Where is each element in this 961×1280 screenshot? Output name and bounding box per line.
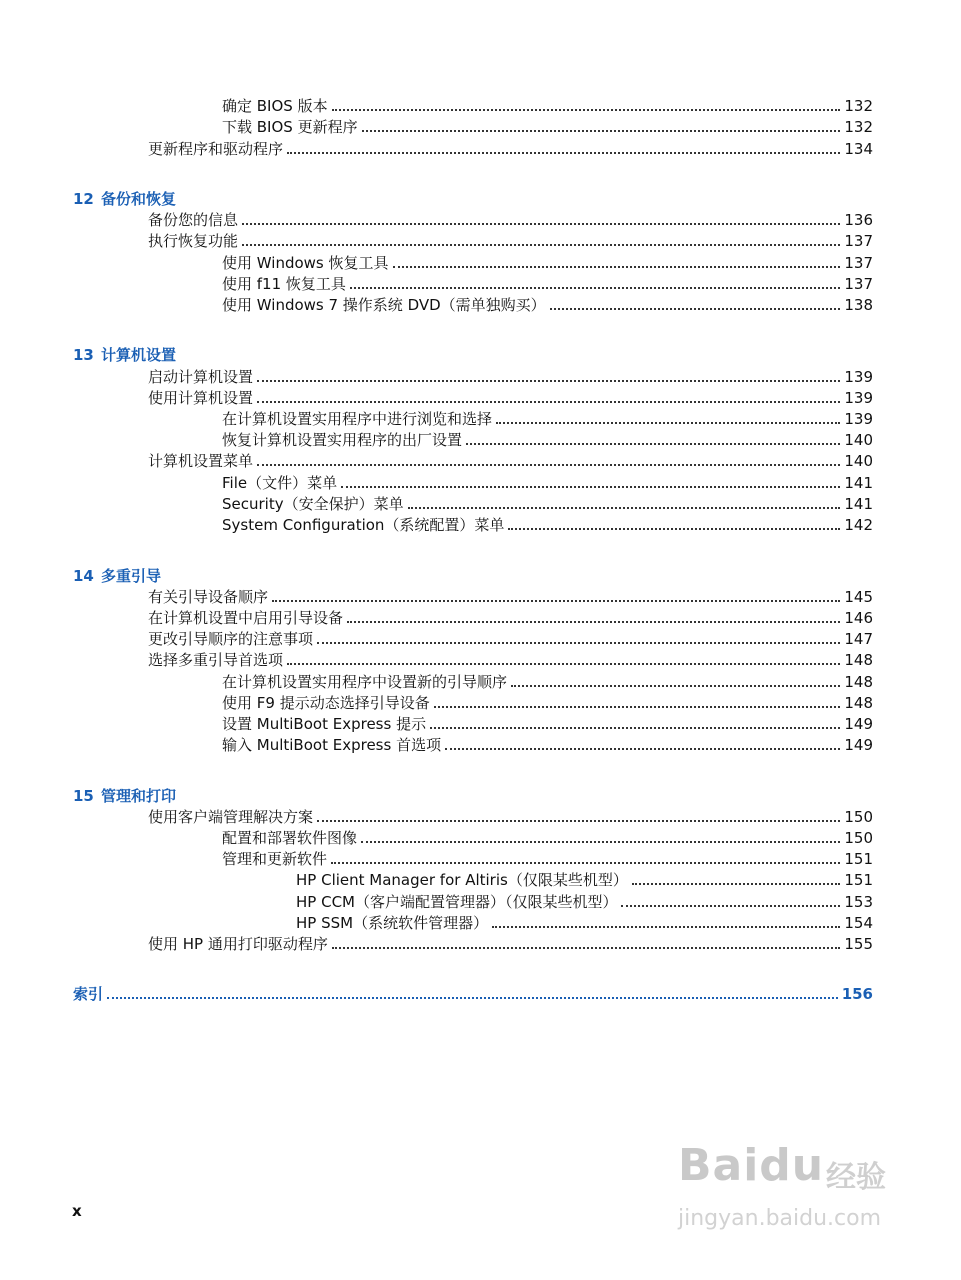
toc-entry[interactable]	[148, 807, 873, 828]
toc-entry[interactable]	[222, 672, 873, 693]
chapter-title: 计算机设置	[101, 346, 177, 364]
toc-entry-page: 137	[844, 275, 873, 293]
leader-dots	[434, 706, 841, 708]
leader-dots	[393, 266, 841, 268]
chapter-heading-13[interactable]	[73, 345, 176, 366]
toc-entry-title: System Configuration（系统配置）菜单	[222, 516, 505, 534]
toc-entry[interactable]	[222, 409, 873, 430]
chapter-number: 13	[73, 346, 94, 364]
leader-dots	[341, 486, 840, 488]
toc-entry[interactable]	[296, 892, 873, 913]
toc-entry-title: 恢复计算机设置实用程序的出厂设置	[222, 431, 463, 449]
toc-entry-page: 151	[844, 871, 873, 889]
toc-entry-page: 145	[844, 588, 873, 606]
toc-entry-title: 使用 Windows 恢复工具	[222, 254, 389, 272]
toc-entry[interactable]	[148, 451, 873, 472]
toc-entry[interactable]	[148, 587, 873, 608]
chapter-heading-15[interactable]	[73, 786, 176, 807]
chapter-number: 15	[73, 787, 94, 805]
index-page: 156	[841, 985, 873, 1003]
toc-entry-title: File（文件）菜单	[222, 474, 338, 492]
toc-entry-page: 141	[844, 474, 873, 492]
leader-dots	[632, 883, 841, 885]
toc-entry-page: 150	[844, 808, 873, 826]
toc-entry[interactable]	[148, 934, 873, 955]
toc-entry-page: 140	[844, 452, 873, 470]
toc-entry-page: 146	[844, 609, 873, 627]
toc-entry[interactable]	[222, 117, 873, 138]
toc-entry-page: 137	[844, 232, 873, 250]
leader-dots	[287, 152, 840, 154]
toc-entry[interactable]	[148, 367, 873, 388]
toc-entry-title: 启动计算机设置	[148, 368, 254, 386]
toc-entry-title: 使用客户端管理解决方案	[148, 808, 314, 826]
toc-entry[interactable]	[148, 139, 873, 160]
toc-entry-title: HP SSM（系统软件管理器）	[296, 914, 489, 932]
toc-entry-title: 使用 f11 恢复工具	[222, 275, 346, 293]
toc-entry-title: 输入 MultiBoot Express 首选项	[222, 736, 442, 754]
toc-entry-title: 更新程序和驱动程序	[148, 140, 284, 158]
toc-entry-page: 134	[844, 140, 873, 158]
leader-dots	[332, 109, 841, 111]
leader-dots	[511, 685, 840, 687]
toc-entry-page: 138	[844, 296, 873, 314]
toc-entry-title: 确定 BIOS 版本	[222, 97, 328, 115]
toc-entry[interactable]	[222, 430, 873, 451]
leader-dots	[272, 600, 840, 602]
toc-entry[interactable]	[222, 295, 873, 316]
toc-entry[interactable]	[148, 231, 873, 252]
leader-dots	[331, 862, 840, 864]
toc-entry-title: 在计算机设置实用程序中进行浏览和选择	[222, 410, 493, 428]
toc-entry-page: 155	[844, 935, 873, 953]
toc-entry-page: 142	[844, 516, 873, 534]
toc-entry[interactable]	[148, 629, 873, 650]
toc-entry[interactable]	[222, 96, 873, 117]
leader-dots	[550, 308, 841, 310]
chapter-heading-14[interactable]	[73, 566, 161, 587]
toc-entry-title: 在计算机设置实用程序中设置新的引导顺序	[222, 673, 508, 691]
leader-dots	[492, 926, 840, 928]
toc-entry-page: 136	[844, 211, 873, 229]
leader-dots	[621, 905, 840, 907]
toc-entry-page: 140	[844, 431, 873, 449]
toc-entry-page: 149	[844, 736, 873, 754]
leader-dots	[445, 748, 840, 750]
toc-entry[interactable]	[296, 870, 873, 891]
toc-entry-title: 下载 BIOS 更新程序	[222, 118, 358, 136]
leader-dots	[317, 820, 840, 822]
toc-entry-title: 配置和部署软件图像	[222, 829, 358, 847]
toc-entry[interactable]	[222, 849, 873, 870]
leader-dots	[347, 621, 840, 623]
toc-entry-title: 执行恢复功能	[148, 232, 239, 250]
toc-entry[interactable]	[222, 714, 873, 735]
toc-entry-page: 151	[844, 850, 873, 868]
watermark	[678, 1140, 908, 1240]
toc-entry-page: 141	[844, 495, 873, 513]
toc-entry-title: 更改引导顺序的注意事项	[148, 630, 314, 648]
toc-entry[interactable]	[222, 473, 873, 494]
toc-entry[interactable]	[222, 693, 873, 714]
toc-entry-title: 在计算机设置中启用引导设备	[148, 609, 344, 627]
toc-index-entry[interactable]	[73, 984, 873, 1005]
leader-dots	[362, 130, 841, 132]
toc-entry-page: 132	[844, 97, 873, 115]
toc-entry-title: 管理和更新软件	[222, 850, 328, 868]
leader-dots	[257, 401, 840, 403]
toc-entry[interactable]	[222, 274, 873, 295]
leader-dots	[496, 422, 840, 424]
leader-dots	[466, 443, 840, 445]
toc-entry-page: 132	[844, 118, 873, 136]
toc-entry[interactable]	[222, 494, 873, 515]
toc-entry-page: 154	[844, 914, 873, 932]
toc-entry-title: 有关引导设备顺序	[148, 588, 269, 606]
toc-entry-page: 148	[844, 651, 873, 669]
toc-entry-page: 148	[844, 673, 873, 691]
toc-entry-page: 153	[844, 893, 873, 911]
chapter-title: 管理和打印	[101, 787, 177, 805]
watermark-text: 经验	[826, 1160, 886, 1195]
toc-entry-title: Security（安全保护）菜单	[222, 495, 404, 513]
leader-dots	[107, 997, 838, 999]
toc-entry-title: 备份您的信息	[148, 211, 239, 229]
toc-entry-title: HP Client Manager for Altiris（仅限某些机型）	[296, 871, 628, 889]
page-number: x	[72, 1202, 82, 1220]
toc-entry-title: 使用 Windows 7 操作系统 DVD（需单独购买）	[222, 296, 546, 314]
toc-entry-page: 149	[844, 715, 873, 733]
toc-entry-page: 139	[844, 389, 873, 407]
leader-dots	[242, 244, 840, 246]
toc-entry-title: 使用 HP 通用打印驱动程序	[148, 935, 328, 953]
watermark-url: jingyan.baidu.com	[678, 1206, 882, 1231]
leader-dots	[287, 663, 840, 665]
leader-dots	[408, 507, 841, 509]
toc-entry[interactable]	[148, 388, 873, 409]
chapter-heading-12[interactable]	[73, 189, 176, 210]
toc-entry-page: 139	[844, 368, 873, 386]
leader-dots	[257, 464, 840, 466]
toc-entry-page: 147	[844, 630, 873, 648]
toc-entry[interactable]	[222, 828, 873, 849]
leader-dots	[361, 841, 840, 843]
toc-entry-page: 148	[844, 694, 873, 712]
index-title: 索引	[73, 985, 104, 1003]
toc-entry[interactable]	[222, 515, 873, 536]
leader-dots	[317, 642, 840, 644]
chapter-title: 备份和恢复	[101, 190, 177, 208]
leader-dots	[242, 223, 840, 225]
toc-entry-title: 计算机设置菜单	[148, 452, 254, 470]
toc-entry[interactable]	[148, 210, 873, 231]
toc-entry[interactable]	[148, 608, 873, 629]
leader-dots	[430, 727, 840, 729]
watermark-logo: Baidu	[678, 1140, 825, 1191]
toc-entry-title: 使用 F9 提示动态选择引导设备	[222, 694, 430, 712]
leader-dots	[508, 528, 840, 530]
toc-entry-title: 选择多重引导首选项	[148, 651, 284, 669]
toc-entry-page: 137	[844, 254, 873, 272]
toc-entry-page: 150	[844, 829, 873, 847]
toc-entry[interactable]	[148, 650, 873, 671]
toc-entry-title: HP CCM（客户端配置管理器）（仅限某些机型）	[296, 893, 618, 911]
chapter-number: 12	[73, 190, 94, 208]
toc-entry[interactable]	[222, 735, 873, 756]
leader-dots	[332, 947, 840, 949]
chapter-number: 14	[73, 567, 94, 585]
toc-entry-title: 设置 MultiBoot Express 提示	[222, 715, 427, 733]
toc-entry-page: 139	[844, 410, 873, 428]
leader-dots	[350, 287, 840, 289]
chapter-title: 多重引导	[101, 567, 162, 585]
leader-dots	[257, 380, 840, 382]
toc-entry[interactable]	[222, 253, 873, 274]
toc-entry[interactable]	[296, 913, 873, 934]
toc-entry-title: 使用计算机设置	[148, 389, 254, 407]
